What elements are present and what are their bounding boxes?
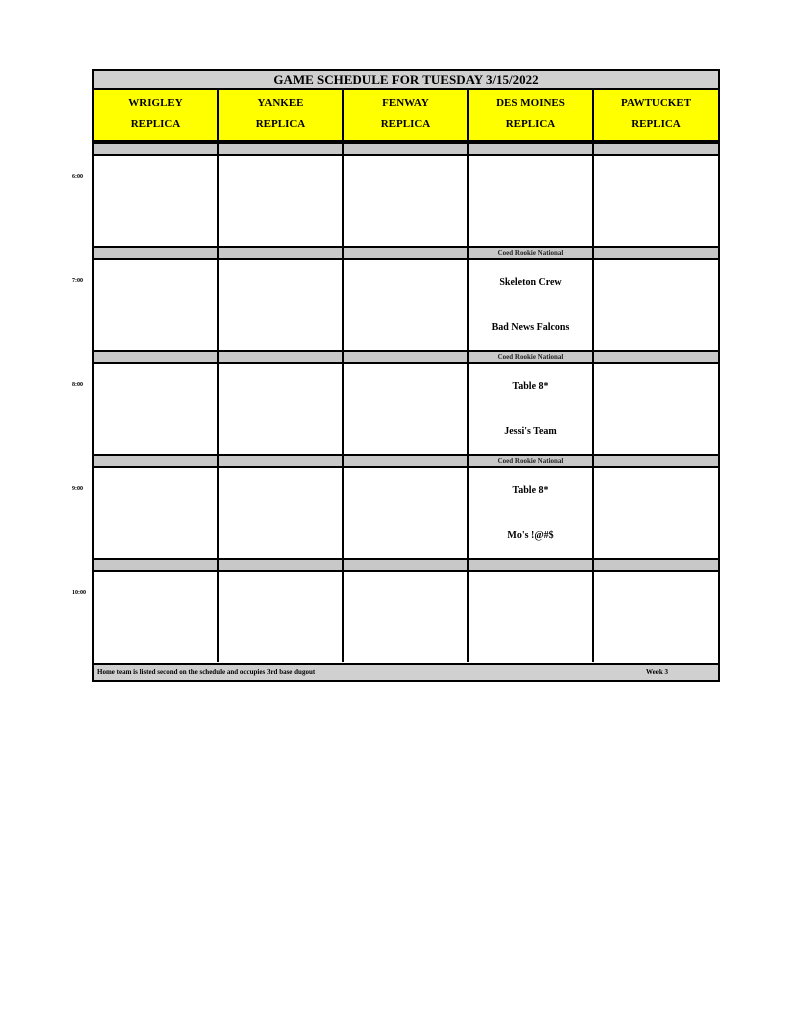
division-label bbox=[219, 352, 344, 362]
field-header-wrigley bbox=[94, 90, 219, 140]
away-team: Table 8* bbox=[512, 381, 549, 392]
game-cell bbox=[219, 468, 344, 558]
game-cell bbox=[94, 468, 219, 558]
game-cell bbox=[469, 260, 594, 350]
home-team: Bad News Falcons bbox=[491, 322, 570, 333]
game-cell bbox=[594, 260, 718, 350]
division-label bbox=[94, 144, 219, 154]
time-label: 6:00 bbox=[72, 174, 83, 180]
game-cell bbox=[469, 156, 594, 246]
game-cell bbox=[94, 364, 219, 454]
field-name: FENWAY bbox=[382, 97, 429, 109]
field-name: PAWTUCKET bbox=[620, 97, 692, 109]
field-header-row bbox=[94, 90, 718, 142]
game-cell bbox=[594, 364, 718, 454]
field-sub: REPLICA bbox=[380, 118, 431, 130]
field-header-fenway bbox=[344, 90, 469, 140]
separator-row bbox=[94, 454, 718, 468]
field-header-pawtucket bbox=[594, 90, 718, 140]
separator-row bbox=[94, 350, 718, 364]
division-label bbox=[94, 456, 219, 466]
game-cell bbox=[344, 468, 469, 558]
field-name: DES MOINES bbox=[496, 97, 565, 109]
schedule-title: GAME SCHEDULE FOR TUESDAY 3/15/2022 bbox=[94, 71, 718, 90]
game-cell bbox=[594, 156, 718, 246]
slot-row bbox=[94, 260, 718, 350]
home-team: Jessi's Team bbox=[504, 426, 557, 437]
division-label: Coed Rookie National bbox=[469, 248, 594, 258]
game-cell bbox=[469, 364, 594, 454]
field-sub: REPLICA bbox=[130, 118, 181, 130]
time-label: 10:00 bbox=[72, 590, 86, 596]
division-label bbox=[594, 560, 718, 570]
division-label bbox=[469, 560, 594, 570]
field-sub: REPLICA bbox=[255, 118, 306, 130]
division-label bbox=[219, 456, 344, 466]
division-label bbox=[219, 560, 344, 570]
field-sub: REPLICA bbox=[631, 118, 681, 130]
home-team: Mo's !@#$ bbox=[507, 530, 554, 541]
division-label bbox=[94, 560, 219, 570]
game-cell bbox=[469, 468, 594, 558]
division-label bbox=[344, 560, 469, 570]
division-label bbox=[594, 352, 718, 362]
division-label bbox=[94, 248, 219, 258]
game-cell bbox=[219, 364, 344, 454]
schedule-footer bbox=[94, 663, 718, 680]
division-label bbox=[344, 248, 469, 258]
division-label bbox=[594, 144, 718, 154]
field-header-yankee bbox=[219, 90, 344, 140]
division-label bbox=[94, 352, 219, 362]
game-cell bbox=[469, 572, 594, 662]
division-label bbox=[469, 144, 594, 154]
slot-row bbox=[94, 468, 718, 558]
separator-row bbox=[94, 558, 718, 572]
division-label bbox=[219, 144, 344, 154]
field-sub: REPLICA bbox=[505, 118, 556, 130]
division-label: Coed Rookie National bbox=[469, 456, 594, 466]
game-cell bbox=[344, 260, 469, 350]
week-label: Week 3 bbox=[646, 668, 668, 676]
time-label: 8:00 bbox=[72, 382, 83, 388]
game-cell bbox=[344, 364, 469, 454]
division-label: Coed Rookie National bbox=[469, 352, 594, 362]
division-label bbox=[594, 248, 718, 258]
division-label bbox=[219, 248, 344, 258]
slot-row bbox=[94, 572, 718, 662]
game-cell bbox=[344, 156, 469, 246]
home-team-note: Home team is listed second on the schedule and occupies 3rd base dugout bbox=[97, 668, 316, 676]
game-cell bbox=[594, 572, 718, 662]
away-team: Skeleton Crew bbox=[499, 277, 562, 288]
game-cell bbox=[219, 156, 344, 246]
separator-row bbox=[94, 246, 718, 260]
field-name: WRIGLEY bbox=[128, 97, 183, 109]
game-cell bbox=[219, 260, 344, 350]
away-team: Table 8* bbox=[512, 485, 549, 496]
game-cell bbox=[344, 572, 469, 662]
division-label bbox=[594, 456, 718, 466]
slot-row bbox=[94, 156, 718, 246]
division-label bbox=[344, 456, 469, 466]
game-cell bbox=[94, 260, 219, 350]
game-cell bbox=[219, 572, 344, 662]
game-cell bbox=[594, 468, 718, 558]
game-cell bbox=[94, 156, 219, 246]
time-label: 9:00 bbox=[72, 486, 83, 492]
separator-row bbox=[94, 142, 718, 156]
field-header-des-moines bbox=[469, 90, 594, 140]
slot-row bbox=[94, 364, 718, 454]
schedule-table bbox=[92, 69, 720, 682]
game-cell bbox=[94, 572, 219, 662]
field-name: YANKEE bbox=[257, 97, 304, 109]
division-label bbox=[344, 352, 469, 362]
division-label bbox=[344, 144, 469, 154]
time-label: 7:00 bbox=[72, 278, 83, 284]
